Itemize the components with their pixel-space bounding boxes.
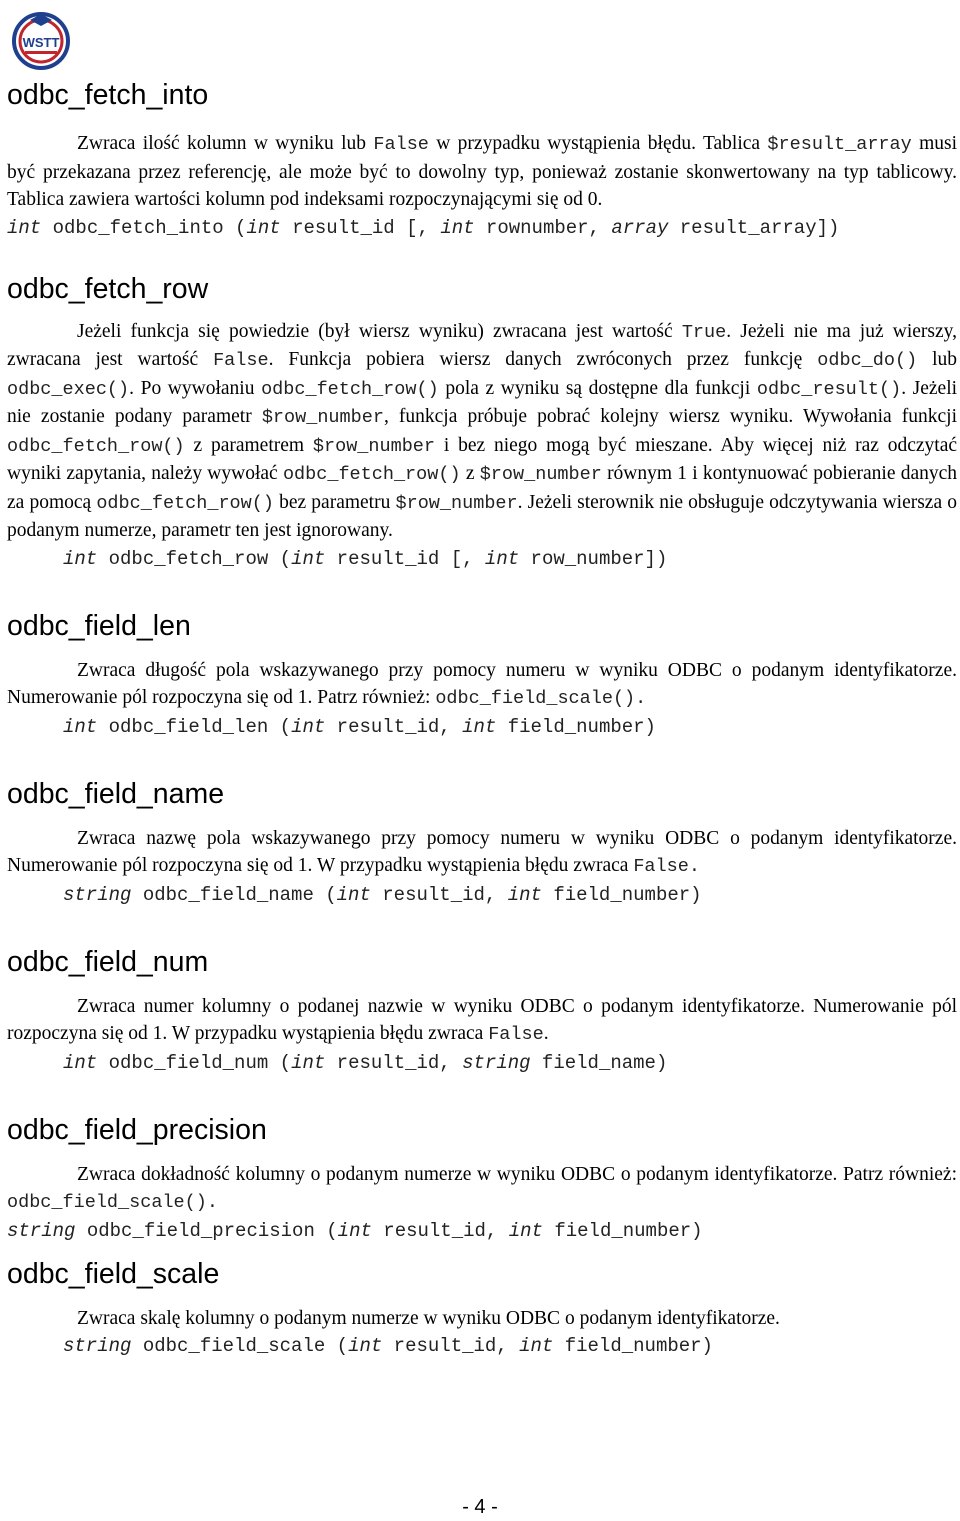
section-description: Zwraca długość pola wskazywanego przy pomocy numeru w wyniku ODBC o podanym identyfikatorze. Numerowanie pól rozpoczyna się od 1. Patrz również: odbc_field_scale().	[7, 659, 957, 709]
section-description: Zwraca skalę kolumny o podanym numerze w wyniku ODBC o podanym identyfikatorze.	[77, 1307, 780, 1329]
section-title-odbc-fetch-into: odbc_fetch_into	[7, 79, 209, 111]
section-title-odbc-fetch-row: odbc_fetch_row	[7, 272, 209, 305]
section-title-odbc-field-num: odbc_field_num	[7, 945, 209, 978]
wstt-logo	[10, 8, 72, 70]
section-title-odbc-field-name: odbc_field_name	[7, 777, 225, 810]
logo-text: WSTT	[22, 35, 60, 50]
function-signature: string odbc_field_precision (int result_id, int field_number)	[7, 1219, 703, 1242]
document-body	[7, 72, 957, 1360]
function-signature: int odbc_field_len (int result_id, int field_number)	[63, 715, 656, 738]
section-description: Zwraca ilość kolumn w wyniku lub False w przypadku wystąpienia błędu. Tablica $result_array musi być przekazana przez referencję, ale może być to dowolny typ, ponieważ zostanie skonwertowany na typ tablicowy. Tablica zawiera wartości kolumn pod indeksami rozpoczynającymi się od 0.	[7, 133, 958, 210]
function-signature: int odbc_fetch_row (int result_id [, int row_number])	[63, 547, 668, 570]
section-description: Jeżeli funkcja się powiedzie (był wiersz wyniku) zwracana jest wartość True. Jeżeli nie ma już wierszy, zwracana jest wartość False. Funkcja pobiera wiersz danych zwróconych przez funkcję odbc_do() lub odbc_exec(). Po wywołaniu odbc_fetch_row() pola z wyniku są dostępne dla funkcji odbc_result(). Jeżeli nie zostanie podany parametr $row_number, funkcja próbuje pobrać kolejny wiersz wyniku. Wywołania funkcji odbc_fetch_row() z parametrem $row_number i bez niego mogą być mieszane. Aby więcej niż raz odczytać wyniki zapytania, należy wywołać odbc_fetch_row() z $row_number równym 1 i kontynuować pobieranie danych za pomocą odbc_fetch_row() bez parametru $row_number. Jeżeli sterownik nie obsługuje odczytywania wiersza o podanym numerze, parametr ten jest ignorowany.	[7, 320, 958, 541]
function-signature: int odbc_field_num (int result_id, string field_name)	[63, 1051, 668, 1074]
function-signature: string odbc_field_name (int result_id, int field_number)	[63, 883, 702, 906]
function-signature: string odbc_field_scale (int result_id, int field_number)	[63, 1335, 713, 1357]
section-description: Zwraca dokładność kolumny o podanym numerze w wyniku ODBC o podanym identyfikatorze. Patrz również: odbc_field_scale().	[7, 1163, 957, 1213]
section-title-odbc-field-precision: odbc_field_precision	[7, 1113, 267, 1146]
section-description: Zwraca numer kolumny o podanej nazwie w wyniku ODBC o podanym identyfikatorze. Numerowanie pól rozpoczyna się od 1. W przypadku wystąpienia błędu zwraca False.	[7, 995, 957, 1045]
page-number: - 4 -	[462, 1496, 498, 1518]
section-title-odbc-field-len: odbc_field_len	[7, 609, 191, 642]
function-signature: int odbc_fetch_into (int result_id [, int rownumber, array result_array])	[7, 216, 840, 239]
section-title-odbc-field-scale: odbc_field_scale	[7, 1257, 220, 1290]
section-description: Zwraca nazwę pola wskazywanego przy pomocy numeru w wyniku ODBC o podanym identyfikatorze. Numerowanie pól rozpoczyna się od 1. W przypadku wystąpienia błędu zwraca False.	[7, 827, 957, 877]
